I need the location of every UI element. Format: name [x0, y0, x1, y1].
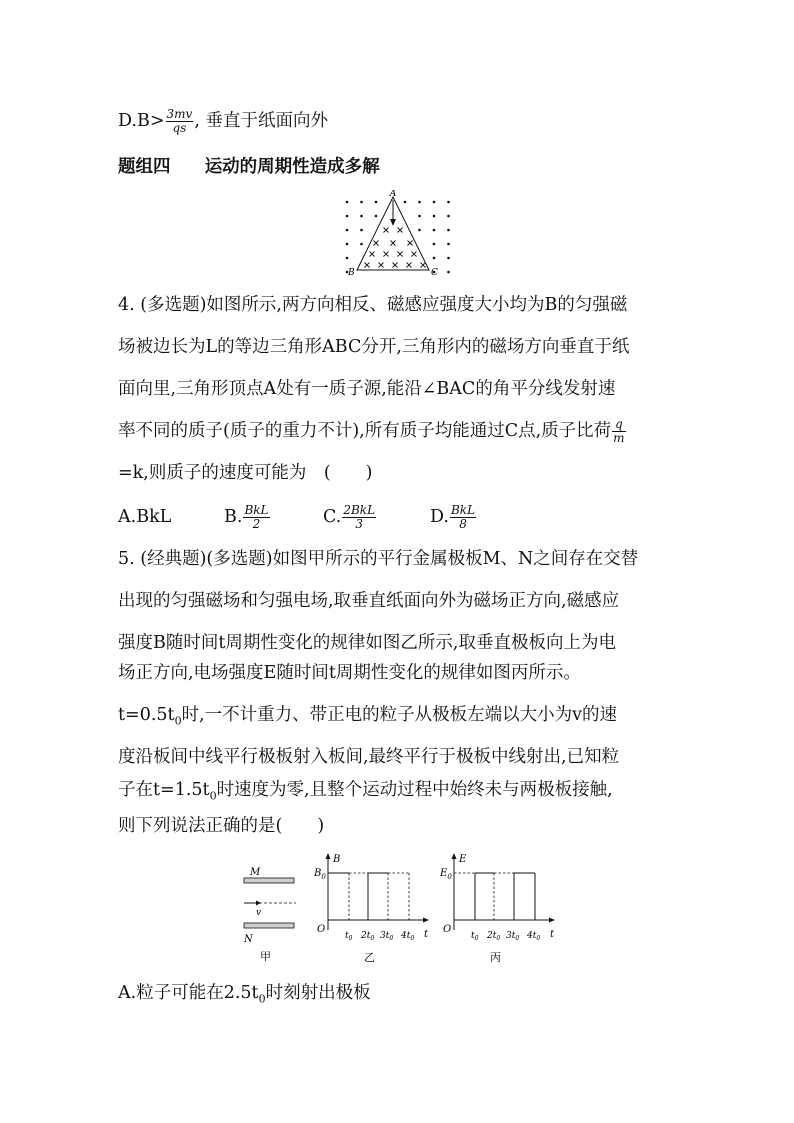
field-dot: [447, 229, 450, 232]
field-cross: [398, 252, 403, 257]
y-axis-label: E: [459, 854, 467, 865]
field-dot: [447, 271, 450, 274]
plate-n-label: N: [244, 934, 253, 945]
q4-line-2: 场被边长为L的等边三角形ABC分开,三角形内的磁场方向垂直于纸: [118, 337, 630, 357]
tick-label: $3t_0$: [380, 931, 394, 942]
field-dot: [360, 215, 363, 218]
q4-option-c: C. $\frac{\text{2BkL}}{3}$: [323, 503, 376, 531]
velocity-label: v: [256, 908, 262, 918]
field-dot: [433, 257, 436, 260]
q5-line-7: 子在$t=1.5t_0$时速度为零,且整个运动过程中始终未与两极板接触,: [118, 780, 613, 803]
group-title: 运动的周期性造成多解: [204, 157, 380, 177]
velocity-arrowhead: [256, 901, 261, 906]
prev-option-d: [118, 108, 328, 135]
q5-line-3: 强度B随时间t周期性变化的规律如图乙所示,取垂直极板向上为电: [118, 633, 616, 653]
field-cross: [421, 263, 426, 268]
group-label: 题组四: [118, 157, 171, 177]
y-axis-arrow: [452, 853, 457, 859]
field-cross: [384, 252, 389, 257]
q4-line-4-text: 率不同的质子(质子的重力不计),所有质子均能通过C点,质子比荷: [118, 421, 612, 441]
q4-option-d: D. $\frac{\text{BkL}}{8}$: [430, 503, 476, 531]
figure-bing-e-graph: [438, 850, 563, 970]
field-cross: [398, 228, 403, 233]
field-dot: [447, 201, 450, 204]
option-rest: , 垂直于纸面向外: [194, 111, 328, 131]
charge-mass-fraction: $\frac{q}{m}$: [613, 417, 625, 445]
tick-label: $t_0$: [345, 931, 353, 942]
tick-label: $2t_0$: [361, 931, 375, 942]
plate-m: [244, 878, 294, 883]
vertex-a-label: A: [389, 190, 397, 199]
arrow-head: [390, 219, 396, 226]
option-lhs: B>: [136, 111, 165, 131]
field-dot: [375, 215, 378, 218]
field-dot: [447, 215, 450, 218]
field-dot: [360, 201, 363, 204]
field-cross: [379, 263, 384, 268]
q4-line-4: [118, 418, 627, 445]
field-dot: [346, 201, 349, 204]
q4-line-5: =k,则质子的速度可能为 ( ): [118, 463, 373, 483]
field-cross: [384, 228, 389, 233]
field-dot: [418, 201, 421, 204]
field-cross: [391, 241, 396, 246]
tick-label: $4t_0$: [401, 931, 415, 942]
field-cross: [407, 263, 412, 268]
vertex-b-label: B: [348, 268, 355, 278]
group-heading: [118, 154, 380, 180]
field-dot: [447, 257, 450, 260]
field-cross: [408, 241, 413, 246]
field-cross: [412, 252, 417, 257]
x-axis-arrow: [549, 918, 555, 923]
field-cross: [365, 263, 370, 268]
field-cross: [370, 252, 375, 257]
field-dot: [346, 243, 349, 246]
field-cross: [374, 241, 379, 246]
caption-jia: 甲: [260, 950, 271, 963]
field-dots: [346, 201, 450, 274]
q5-option-a: A.粒子可能在$2.5t_0$时刻射出极板: [118, 983, 371, 1006]
q4-line-1: 4. (多选题)如图所示,两方向相反、磁感应强度大小均为B的匀强磁: [118, 295, 628, 315]
tick-label: $t_0$: [471, 931, 479, 942]
q5-line-6: 度沿板间中线平行极板射入板间,最终平行于极板中线射出,已知粒: [118, 747, 620, 767]
vertex-c-label: C: [431, 268, 438, 278]
x-axis-arrow: [423, 918, 429, 923]
q5-line-1: 5. (经典题)(多选题)如图甲所示的平行金属极板M、N之间存在交替: [118, 549, 639, 569]
x-axis-label: t: [550, 929, 555, 940]
q5-line-4: 场正方向,电场强度E随时间t周期性变化的规律如图丙所示。: [118, 663, 581, 683]
q5-line-8: 则下列说法正确的是( ): [118, 816, 325, 836]
tick-label: $3t_0$: [506, 931, 520, 942]
field-dot: [447, 243, 450, 246]
triangle-field-figure: [330, 190, 460, 280]
field-dot: [360, 229, 363, 232]
field-dot: [433, 229, 436, 232]
plate-m-label: M: [250, 867, 261, 878]
y-axis-label: B: [333, 854, 341, 865]
field-dot: [433, 201, 436, 204]
origin-label: O: [317, 924, 326, 935]
caption-yi: 乙: [364, 951, 375, 964]
q4-option-b: B. $\frac{\text{BkL}}{2}$: [224, 503, 269, 531]
field-dot: [346, 257, 349, 260]
tick-label: $2t_0$: [487, 931, 501, 942]
q4-option-a: A.BkL: [118, 507, 172, 527]
field-crosses: [365, 228, 426, 268]
field-dot: [433, 215, 436, 218]
figure-jia-plates: [238, 862, 308, 972]
caption-bing: 丙: [490, 951, 501, 964]
field-dot: [418, 215, 421, 218]
field-dot: [360, 243, 363, 246]
option-letter: D.: [118, 111, 137, 131]
b0-label: $B_0$: [314, 868, 326, 881]
field-dot: [346, 215, 349, 218]
q4-line-3: 面向里,三角形顶点A处有一质子源,能沿∠BAC的角平分线发射速: [118, 379, 616, 399]
tick-label: $4t_0$: [527, 931, 541, 942]
figure-yi-b-graph: [312, 850, 437, 970]
field-cross: [393, 263, 398, 268]
q5-line-2: 出现的匀强磁场和匀强电场,取垂直纸面向外为磁场正方向,磁感应: [118, 591, 620, 611]
e0-label: $E_0$: [440, 868, 452, 881]
q5-line-5: $t=0.5t_0$时,一不计重力、带正电的粒子从极板左端以大小为v的速: [118, 705, 618, 728]
origin-label: O: [443, 924, 452, 935]
x-axis-label: t: [424, 929, 429, 940]
y-axis-arrow: [326, 853, 331, 859]
field-dot: [433, 243, 436, 246]
field-dot: [418, 229, 421, 232]
field-dot: [346, 229, 349, 232]
fraction: $\frac{3mv}{qs}$: [166, 107, 193, 135]
field-dot: [375, 201, 378, 204]
plate-n: [244, 923, 294, 928]
field-dot: [404, 201, 407, 204]
